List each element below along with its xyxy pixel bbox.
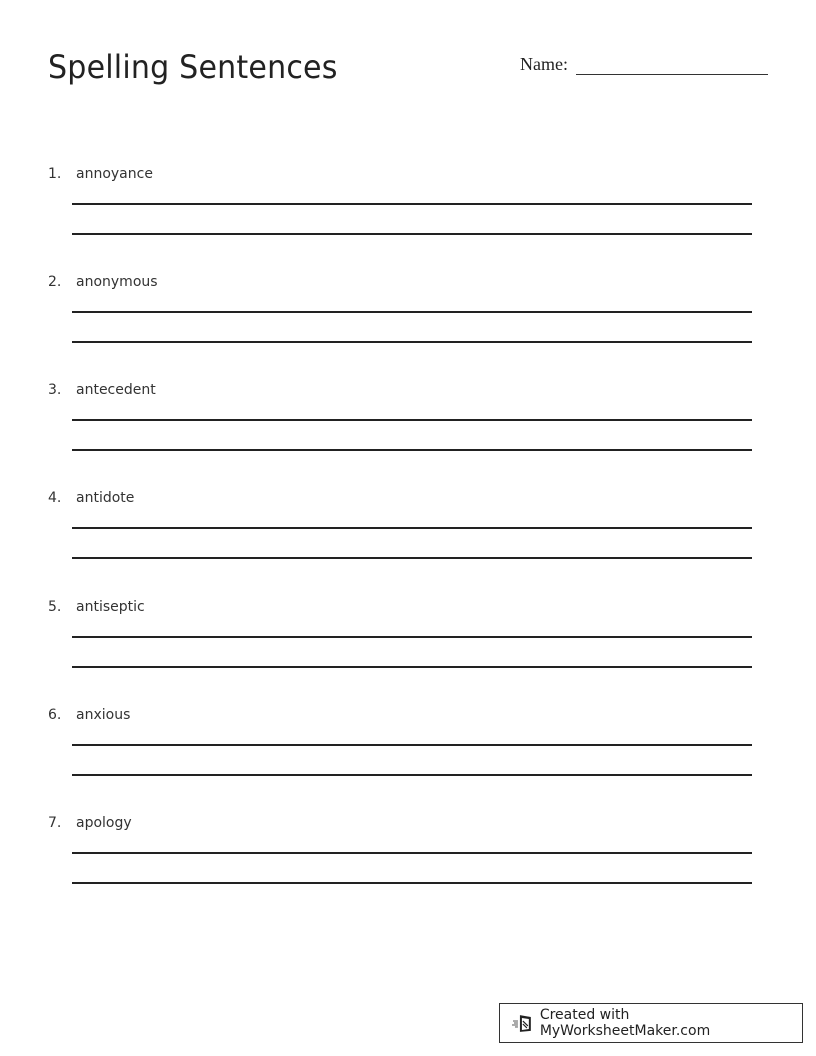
writing-line[interactable] <box>72 341 752 343</box>
name-field-group <box>520 54 768 75</box>
writing-line[interactable] <box>72 636 752 638</box>
spelling-item <box>0 707 816 815</box>
item-number: 2. <box>48 274 62 290</box>
page-title: Spelling Sentences <box>48 48 338 86</box>
item-number: 7. <box>48 815 62 831</box>
spelling-word: anonymous <box>76 274 158 290</box>
writing-line[interactable] <box>72 852 752 854</box>
writing-line[interactable] <box>72 203 752 205</box>
name-blank-line[interactable] <box>576 54 768 75</box>
writing-line[interactable] <box>72 527 752 529</box>
spelling-word: antecedent <box>76 382 156 398</box>
writing-line[interactable] <box>72 744 752 746</box>
writing-line[interactable] <box>72 419 752 421</box>
writing-line[interactable] <box>72 882 752 884</box>
footer-credit-text: Created with MyWorksheetMaker.com <box>539 1007 711 1039</box>
name-label: Name: <box>520 54 568 74</box>
spelling-item <box>0 166 816 274</box>
spelling-item <box>0 599 816 707</box>
item-number: 4. <box>48 490 62 506</box>
item-number: 6. <box>48 707 62 723</box>
writing-line[interactable] <box>72 666 752 668</box>
writing-line[interactable] <box>72 233 752 235</box>
spelling-word: apology <box>76 815 132 831</box>
spelling-word: antiseptic <box>76 599 145 615</box>
spelling-item <box>0 382 816 490</box>
spelling-item <box>0 490 816 598</box>
writing-line[interactable] <box>72 557 752 559</box>
worksheet-maker-logo-icon <box>512 1012 534 1034</box>
spelling-word: antidote <box>76 490 135 506</box>
writing-line[interactable] <box>72 449 752 451</box>
writing-line[interactable] <box>72 311 752 313</box>
spelling-word: annoyance <box>76 166 153 182</box>
spelling-item <box>0 815 816 923</box>
item-number: 1. <box>48 166 62 182</box>
footer-credit-box[interactable] <box>499 1003 803 1043</box>
spelling-item <box>0 274 816 382</box>
item-number: 3. <box>48 382 62 398</box>
spelling-word: anxious <box>76 707 131 723</box>
item-number: 5. <box>48 599 62 615</box>
writing-line[interactable] <box>72 774 752 776</box>
